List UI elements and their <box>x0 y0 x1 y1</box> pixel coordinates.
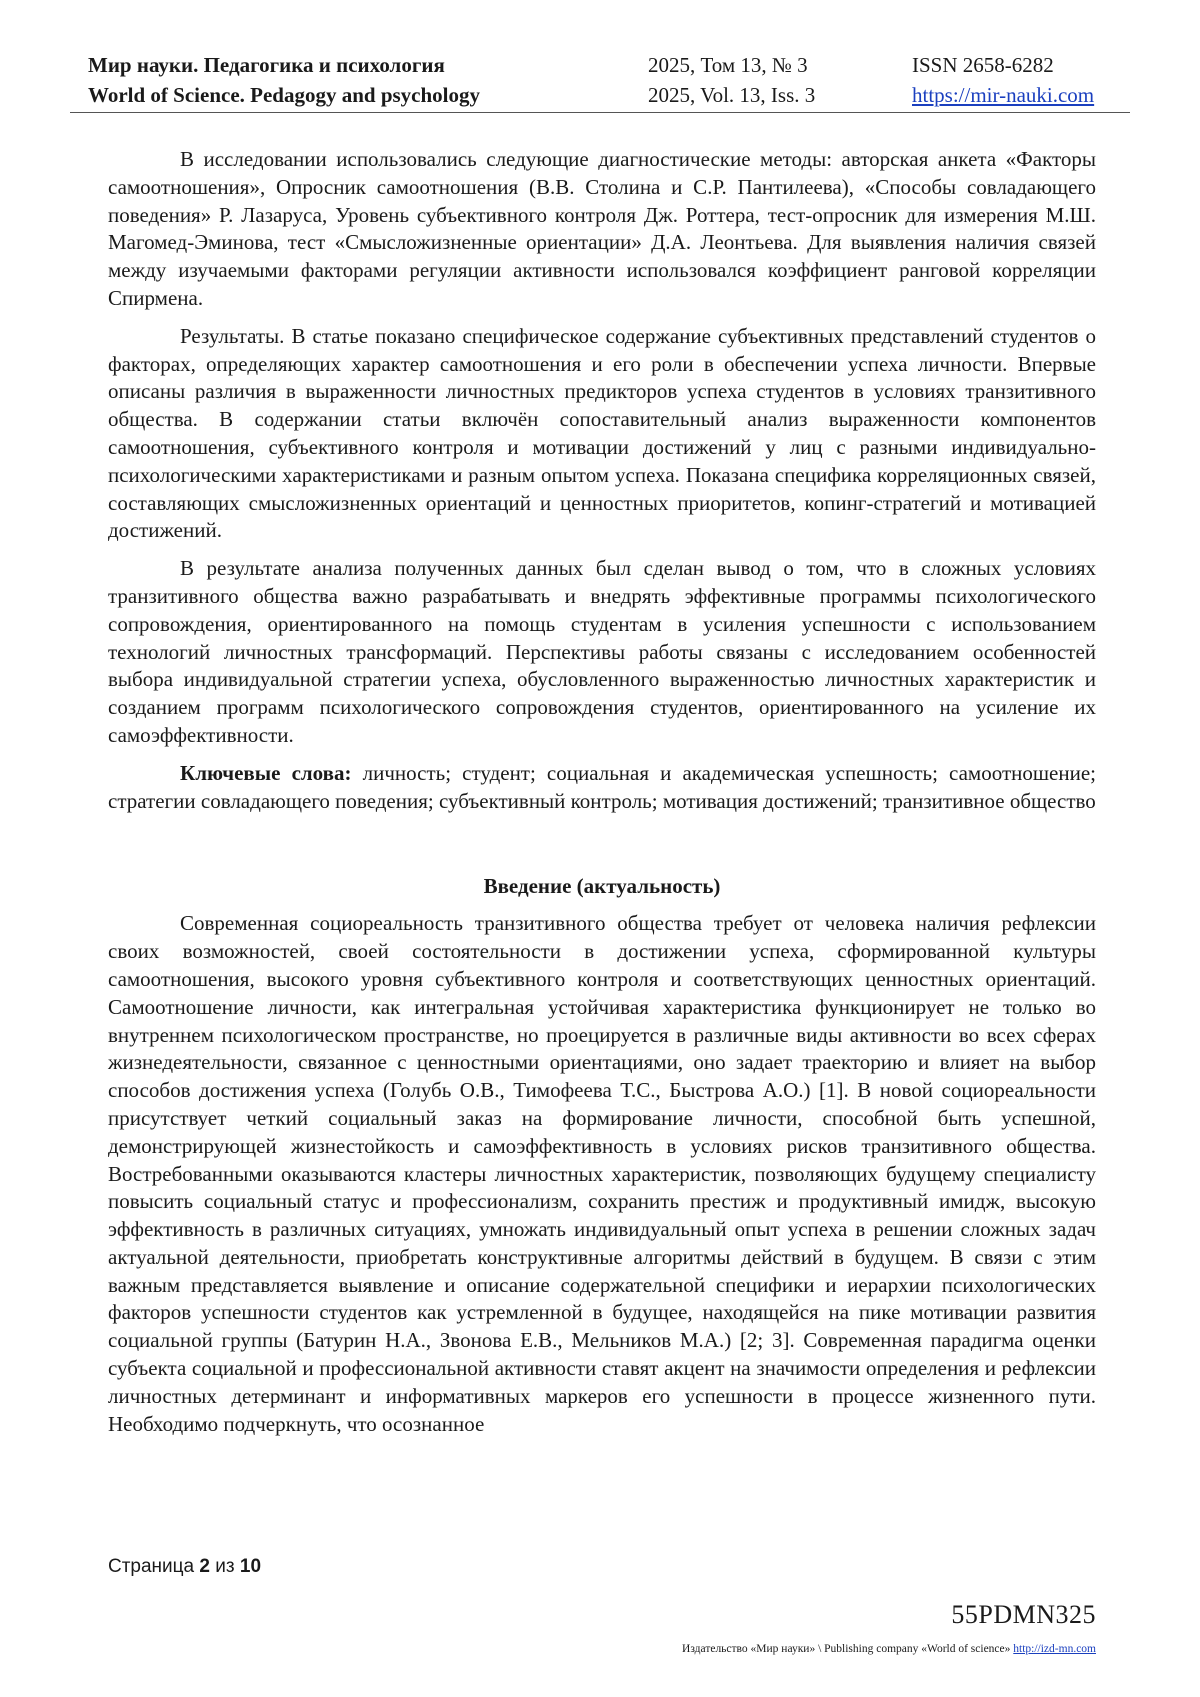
section-heading-introduction: Введение (актуальность) <box>483 874 721 899</box>
running-header <box>70 50 1130 113</box>
introduction-paragraph: Современная социореальность транзитивного общества требует от человека наличия рефлексии своих возможностей, своей состоятельности в достижении успеха, сформированной культуры самоотношения, высокого уровня субъективного контроля и соответствующих ценностных ориентаций. Самоотношение личности, как интегральная устойчивая характеристика функционирует не только во внутреннем психологическом пространстве, но проецируется в различные виды активности во всех сферах жизнедеятельности, связанное с ценностными ориентациями, оно задает траекторию и влияет на выбор способов достижения успеха (Голубь О.В., Тимофеева Т.С., Быстрова А.О.) [1]. В новой социореальности присутствует четкий социальный заказ на формирование личности, способной быть успешной, демонстрирующей жизнестойкость и самоэффективность в условиях рисков транзитивного общества. Востребованными оказываются кластеры личностных характеристик, позволяющих будущему специалисту повысить социальный статус и профессионализм, сохранить престиж и продуктивный имидж, высокую эффективность в различных ситуациях, умножать индивидуальный опыт успеха в решении сложных задач актуальной деятельности, приобретать конструктивные алгоритмы действий в будущем. В связи с этим важным представляется выявление и описание содержательной специфики и иерархии психологических факторов успешности студентов как устремленной в будущее, находящейся на пике мотивации развития социальной группы (Батурин Н.А., Звонова Е.В., Мельников М.А.) [2; 3]. Современная парадигма оценки субъекта социальной и профессиональной активности ставят акцент на значимости определения и рефлексии личностных детерминант и информативных маркеров его успешности в процессе жизненного пути. Необходимо подчеркнуть, что осознанное <box>108 911 1096 1436</box>
journal-title-en: World of Science. Pedagogy and psychology <box>88 83 481 107</box>
issn: ISSN 2658-6282 <box>912 53 1054 77</box>
issue-info-en: 2025, Vol. 13, Iss. 3 <box>648 83 816 107</box>
page-of: из <box>215 1556 235 1577</box>
publisher-line <box>682 1643 1096 1655</box>
abstract-conclusion-paragraph: В результате анализа полученных данных был сделан вывод о том, что в сложных условиях транзитивного общества важно разрабатывать и внедрять эффективные программы психологического сопровождения, ориентированного на помощь студентам в усиления успешности с использованием технологий личностных трансформаций. Перспективы работы связаны с исследованием особенностей выбора индивидуальной стратегии успеха, обусловленного выраженностью личностных характеристик и созданием программ психологического сопровождения студентов, ориентированного на усиление их самоэффективности. <box>108 556 1096 747</box>
keywords-label: Ключевые слова: <box>180 760 352 785</box>
abstract-methods-paragraph: В исследовании использовались следующие диагностические методы: авторская анкета «Факторы самоотношения», Опросник самоотношения (В.В. Столина и С.Р. Пантилеева), «Способы совладающего поведения» Р. Лазаруса, Уровень субъективного контроля Дж. Роттера, тест-опросник для измерения М.Ш. Магомед-Эминова, тест «Смысложизненные ориентации» Д.А. Леонтьева. Для выявления наличия связей между изучаемыми факторами регуляции активности использовался коэффициент ранговой корреляции Спирмена. <box>108 147 1096 310</box>
page-current: 2 <box>199 1556 210 1577</box>
abstract-results-paragraph: Результаты. В статье показано специфическое содержание субъективных представлений студентов о факторах, определяющих характер самоотношения и его роли в обеспечении успеха личности. Впервые описаны различия в выраженности личностных предикторов успеха студентов в условиях транзитивного общества. В содержании статьи включён сопоставительный анализ выраженности компонентов самоотношения, субъективного контроля и мотивации достижений у лиц с разными индивидуально-психологическими характеристиками и разным опытом успеха. Показана специфика корреляционных связей, составляющих смысложизненных ориентаций и ценностных приоритетов, копинг-стратегий и мотивацией достижений. <box>108 323 1096 543</box>
article-code: 55PDMN325 <box>951 1600 1096 1629</box>
journal-url-link[interactable]: https://mir-nauki.com <box>912 83 1095 107</box>
page-number <box>108 1556 261 1578</box>
issue-info-ru: 2025, Том 13, № 3 <box>648 53 808 77</box>
issn-block <box>912 50 1094 110</box>
page-prefix: Страница <box>108 1556 195 1577</box>
publisher-url-link[interactable]: http://izd-mn.com <box>1013 1643 1096 1655</box>
publisher-name: Издательство «Мир науки» \ Publishing company «World of science» <box>682 1643 1011 1655</box>
issue-info <box>648 50 815 110</box>
page-body <box>108 146 1096 1448</box>
page-total: 10 <box>239 1556 262 1577</box>
journal-title-ru: Мир науки. Педагогика и психология <box>88 53 445 77</box>
journal-title <box>88 50 480 110</box>
keywords-list: личность; студент; социальная и академическая успешность; самоотношение; стратегии совладающего поведения; субъективный контроль; мотивация достижений; транзитивное общество <box>108 760 1096 813</box>
keywords-paragraph <box>108 760 1096 816</box>
